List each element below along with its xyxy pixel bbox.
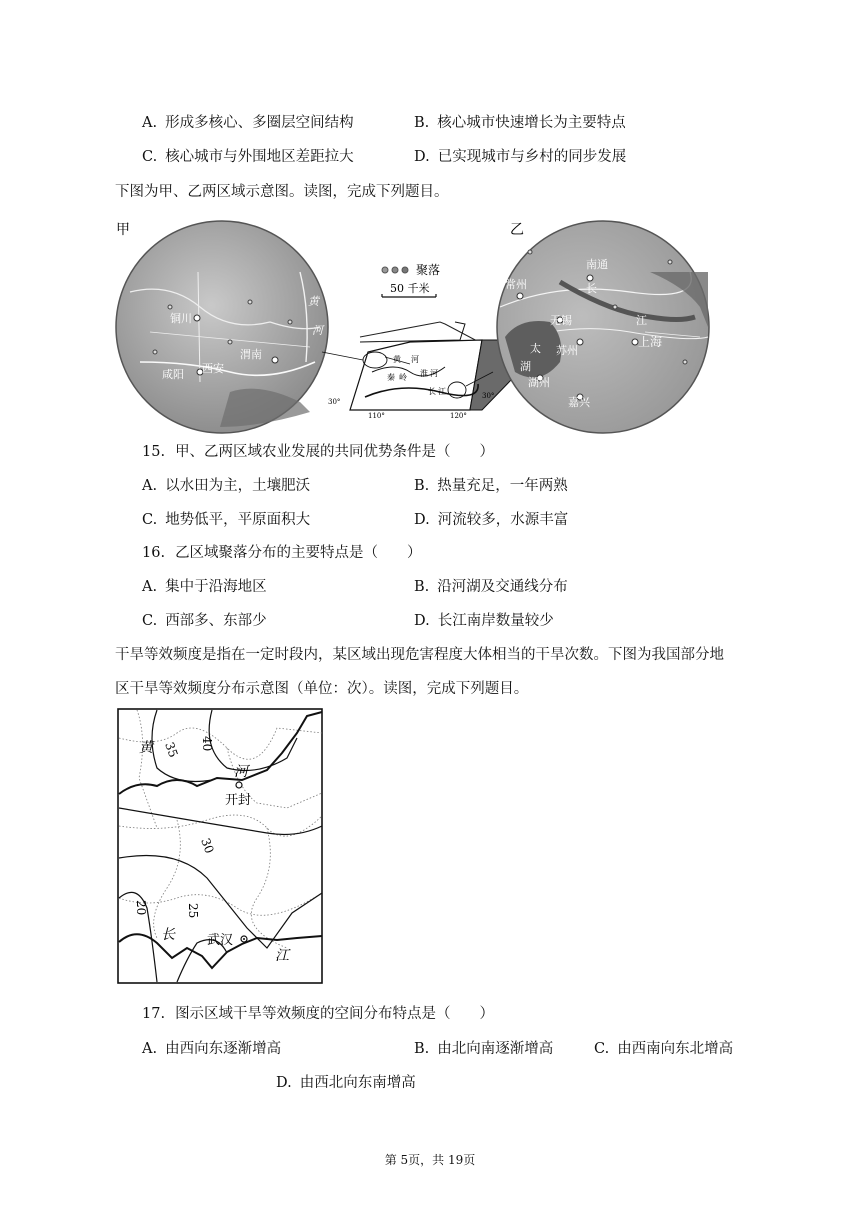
intro-figure2-line2: 区干旱等效频度分布示意图（单位：次）。读图，完成下列题目。 — [115, 681, 529, 697]
legend-label: 聚落 — [416, 263, 441, 277]
legend — [382, 262, 440, 297]
intro-figure2-line1: 干旱等效频度是指在一定时段内，某区域出现危害程度大体相当的干旱次数。下图为我国部分地 — [115, 647, 724, 663]
question-number: 17. — [142, 1006, 166, 1022]
option-text: 由西南向东北增高 — [617, 1041, 734, 1057]
option-text: 集中于沿海地区 — [165, 579, 267, 595]
isoline-25: 25 — [186, 903, 200, 919]
loc-huai: 淮 — [420, 369, 428, 378]
q16-option-d — [414, 609, 554, 630]
option-letter: C. — [594, 1041, 610, 1057]
option-letter: A. — [142, 478, 158, 494]
option-letter: D. — [414, 149, 430, 165]
tick-30-right: 30° — [482, 392, 495, 400]
option-letter: D. — [414, 512, 430, 528]
q14-option-a — [142, 111, 354, 132]
isoline-20: 20 — [134, 900, 148, 916]
option-letter: A. — [142, 579, 158, 595]
option-letter: B. — [414, 579, 430, 595]
label-yi: 乙 — [510, 222, 524, 238]
river-label-huang: 黄 — [308, 295, 319, 308]
question-text: 乙区域聚落分布的主要特点是（ ） — [175, 545, 422, 561]
option-letter: B. — [414, 115, 430, 131]
option-text: 西部多、东部少 — [165, 613, 267, 629]
option-text: 已实现城市与乡村的同步发展 — [437, 149, 627, 165]
option-text: 由西向东逐渐增高 — [165, 1041, 282, 1057]
isoline-30: 30 — [198, 836, 217, 856]
q17-option-a — [142, 1037, 281, 1058]
q14-option-d — [414, 145, 626, 166]
q15-option-d — [414, 508, 568, 529]
loc-chang: 长 — [428, 387, 436, 396]
figure-drought-map — [117, 708, 324, 984]
q17-stem — [142, 1002, 494, 1023]
q16-option-c — [142, 609, 267, 630]
option-text: 地势低平，平原面积大 — [165, 512, 311, 528]
place-wuxi: 无锡 — [550, 314, 572, 327]
loc-ling: 岭 — [399, 373, 407, 382]
intro-figure1: 下图为甲、乙两区域示意图。读图，完成下列题目。 — [115, 184, 449, 200]
river-label-chang: 长 — [161, 927, 175, 943]
option-letter: B. — [414, 478, 430, 494]
river-label-he: 河 — [312, 324, 323, 337]
option-text: 由西北向东南增高 — [299, 1075, 416, 1091]
option-text: 长江南岸数量较少 — [437, 613, 554, 629]
isoline-35: 35 — [162, 740, 181, 760]
option-letter: A. — [142, 1041, 158, 1057]
option-text: 以水田为主，土壤肥沃 — [165, 478, 311, 494]
river-label-huang: 黄 — [139, 740, 153, 756]
option-letter: A. — [142, 115, 158, 131]
tick-120: 120° — [450, 412, 467, 420]
scale-label: 50 千米 — [390, 282, 430, 295]
q17-option-d — [276, 1071, 416, 1092]
q16-stem — [142, 541, 422, 562]
city-wuhan: 武汉 — [207, 933, 234, 948]
q14-option-c — [142, 145, 354, 166]
option-letter: D. — [414, 613, 430, 629]
city-kaifeng: 开封 — [225, 793, 252, 808]
lake-label-hu: 湖 — [520, 360, 531, 373]
question-number: 15. — [142, 444, 166, 460]
place-jiaxing: 嘉兴 — [568, 396, 590, 409]
option-letter: C. — [142, 613, 158, 629]
place-weinan: 渭南 — [240, 348, 262, 361]
loc-huang: 黄 — [393, 355, 401, 364]
option-letter: B. — [414, 1041, 430, 1057]
river-label-jiang: 江 — [636, 314, 647, 327]
figure-region-maps — [110, 212, 720, 434]
tick-110: 110° — [368, 412, 385, 420]
place-huzhou: 湖州 — [528, 376, 550, 389]
q17-option-b — [414, 1037, 553, 1058]
q16-option-a — [142, 575, 267, 596]
river-label-he: 河 — [234, 764, 248, 780]
place-tongchuan: 铜川 — [170, 312, 192, 325]
place-changzhou: 常州 — [505, 278, 527, 291]
loc-huaihe: 河 — [430, 369, 438, 378]
option-text: 形成多核心、多圈层空间结构 — [165, 115, 354, 131]
river-label-chang: 长 — [586, 282, 597, 295]
q17-option-c — [594, 1037, 733, 1058]
q14-option-b — [414, 111, 626, 132]
place-suzhou: 苏州 — [556, 344, 578, 357]
option-letter: C. — [142, 149, 158, 165]
q15-option-b — [414, 474, 568, 495]
place-xian: 西安 — [202, 362, 224, 375]
place-nantong: 南通 — [586, 258, 608, 271]
option-letter: D. — [276, 1075, 292, 1091]
region-jia-map — [116, 221, 328, 433]
region-yi-map — [497, 221, 709, 433]
loc-qin: 秦 — [387, 373, 395, 382]
option-text: 核心城市快速增长为主要特点 — [437, 115, 626, 131]
q15-option-c — [142, 508, 310, 529]
place-xianyang: 咸阳 — [162, 368, 184, 381]
place-shanghai: 上海 — [638, 335, 663, 349]
option-text: 沿河湖及交通线分布 — [437, 579, 568, 595]
question-number: 16. — [142, 545, 166, 561]
q16-option-b — [414, 575, 568, 596]
question-text: 图示区域干旱等效频度的空间分布特点是（ ） — [175, 1006, 495, 1022]
option-text: 河流较多，水源丰富 — [437, 512, 569, 528]
isoline-40: 40 — [200, 736, 214, 752]
option-letter: C. — [142, 512, 158, 528]
q15-stem — [142, 440, 494, 461]
tick-30-left: 30° — [328, 398, 341, 406]
lake-label-tai: 太 — [530, 342, 541, 355]
option-text: 热量充足，一年两熟 — [437, 478, 568, 494]
label-jia: 甲 — [116, 222, 130, 238]
page-footer: 第 5页，共 19页 — [384, 1153, 476, 1167]
question-text: 甲、乙两区域农业发展的共同优势条件是（ ） — [175, 444, 495, 460]
river-label-jiang: 江 — [275, 948, 289, 964]
loc-jiang: 江 — [438, 387, 446, 396]
option-text: 由北向南逐渐增高 — [437, 1041, 554, 1057]
option-text: 核心城市与外围地区差距拉大 — [165, 149, 354, 165]
q15-option-a — [142, 474, 310, 495]
loc-he: 河 — [411, 355, 419, 364]
